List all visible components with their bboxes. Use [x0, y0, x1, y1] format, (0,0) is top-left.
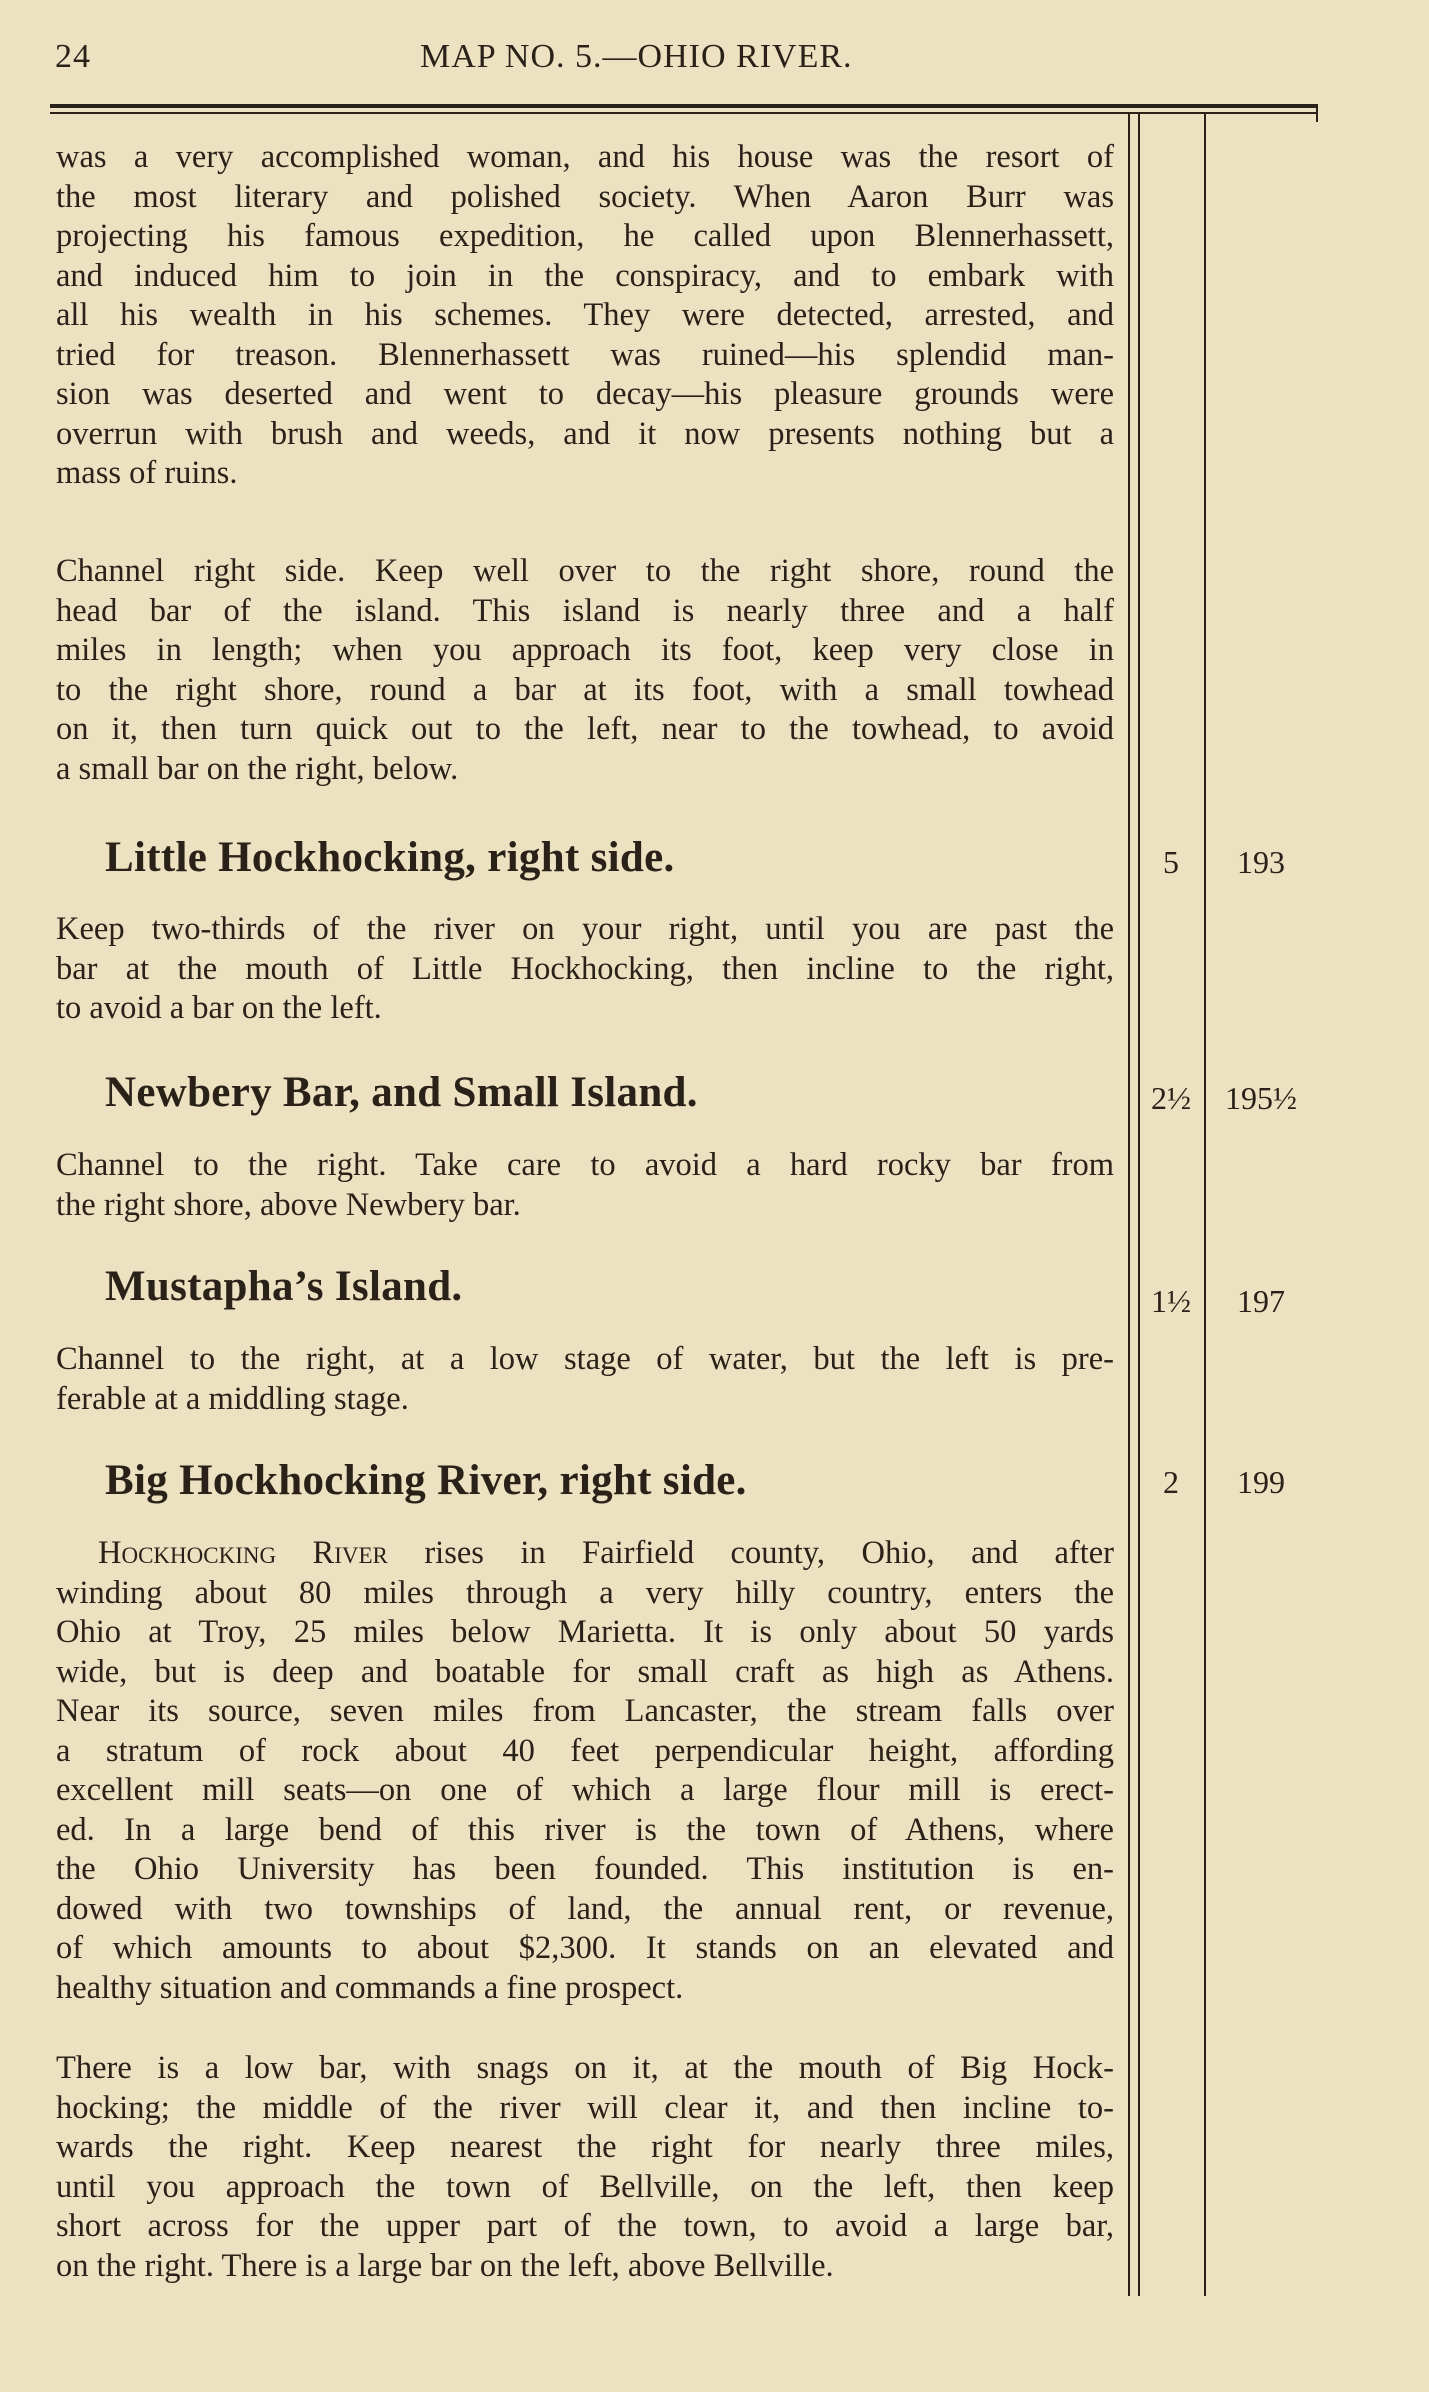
text-line: mass of ruins. — [56, 455, 238, 491]
text-line: There is a low bar, with snags on it, at the mouth of Big Hock- — [56, 2050, 1114, 2086]
text-line: miles in length; when you approach its foot, keep very close in — [56, 632, 1114, 668]
text-line: healthy situation and commands a fine prospect. — [56, 1969, 684, 2006]
column-rule-left-inner — [1138, 114, 1140, 2296]
entry-total: 197 — [1237, 1283, 1285, 1319]
text-line: until you approach the town of Bellville, on the left, then keep — [56, 2168, 1114, 2205]
paragraph-text — [56, 1340, 1114, 1419]
page-number: 24 — [55, 38, 91, 75]
text-line: wards the right. Keep nearest the right for nearly three miles, — [56, 2129, 1114, 2165]
text-line: Hockhocking River rises in Fairfield county, Ohio, and after — [98, 1535, 1114, 1571]
small-caps-lead: Hockhocking River — [98, 1535, 388, 1571]
entry-heading: Little Hockhocking, right side. — [105, 834, 675, 881]
text-line: sion was deserted and went to decay—his pleasure grounds were — [56, 376, 1114, 412]
text-line: winding about 80 miles through a very hilly country, enters the — [56, 1574, 1114, 1611]
paragraph-text — [56, 1534, 1114, 2008]
text-line: and induced him to join in the conspiracy, and to embark with — [56, 257, 1114, 294]
paragraph-text — [56, 138, 1114, 494]
page-header — [55, 38, 1315, 88]
text-line: tried for treason. Blennerhassett was ruined—his splendid man- — [56, 336, 1114, 373]
text-line: to avoid a bar on the left. — [56, 990, 382, 1026]
column-rule-middle — [1204, 114, 1206, 2296]
text-line: was a very accomplished woman, and his house was the resort of — [56, 139, 1114, 175]
paragraph-text — [56, 910, 1114, 1029]
running-title: MAP NO. 5.—OHIO RIVER. — [420, 38, 853, 75]
entry-total: 199 — [1237, 1464, 1285, 1500]
column-rule-left — [1128, 114, 1130, 2296]
entry-distance: 2 — [1163, 1464, 1179, 1500]
text-line: Keep two-thirds of the river on your right, until you are past the — [56, 911, 1114, 947]
paragraph-text — [56, 2049, 1114, 2286]
text-line: on it, then turn quick out to the left, near to the towhead, to avoid — [56, 711, 1114, 747]
text-line: Channel right side. Keep well over to the right shore, round the — [56, 553, 1114, 589]
paragraph-text — [56, 552, 1114, 789]
text-line: Channel to the right. Take care to avoid a hard rocky bar from — [56, 1147, 1114, 1183]
text-line: overrun with brush and weeds, and it now presents nothing but a — [56, 415, 1114, 452]
text-line: all his wealth in his schemes. They were detected, arrested, and — [56, 297, 1114, 333]
text-line: bar at the mouth of Little Hockhocking, then incline to the right, — [56, 950, 1114, 987]
text-line: Near its source, seven miles from Lancaster, the stream falls over — [56, 1693, 1114, 1729]
entry-distance: 2½ — [1151, 1080, 1191, 1116]
paragraph-little-hockhocking — [56, 910, 1114, 1029]
paragraph-channel-island — [56, 552, 1114, 789]
paragraph-text — [56, 1146, 1114, 1225]
paragraph-big-hockhocking — [56, 1534, 1114, 2008]
text-line: to the right shore, round a bar at its foot, with a small towhead — [56, 671, 1114, 708]
text-line: on the right. There is a large bar on the left, above Bellville. — [56, 2247, 834, 2284]
text-line: dowed with two townships of land, the annual rent, or revenue, — [56, 1890, 1114, 1927]
paragraph-blennerhassett — [56, 138, 1114, 494]
text-line: excellent mill seats—on one of which a large flour mill is erect- — [56, 1772, 1114, 1808]
text-line: projecting his famous expedition, he called upon Blennerhassett, — [56, 218, 1114, 254]
text-line: of which amounts to about $2,300. It stands on an elevated and — [56, 1930, 1114, 1966]
header-rule-thick — [50, 104, 1318, 108]
text-line: short across for the upper part of the town, to avoid a large bar, — [56, 2208, 1114, 2244]
column-rule-right-stub — [1316, 106, 1318, 122]
entry-total: 195½ — [1225, 1080, 1297, 1116]
text-line: the right shore, above Newbery bar. — [56, 1186, 521, 1223]
text-line: hocking; the middle of the river will clear it, and then incline to- — [56, 2089, 1114, 2126]
text-line: Channel to the right, at a low stage of water, but the left is pre- — [56, 1341, 1114, 1377]
text-line: Ohio at Troy, 25 miles below Marietta. It is only about 50 yards — [56, 1614, 1114, 1650]
entry-distance: 1½ — [1151, 1283, 1191, 1319]
text-line: a small bar on the right, below. — [56, 750, 459, 787]
entry-heading: Mustapha’s Island. — [105, 1263, 463, 1310]
paragraph-mustapha — [56, 1340, 1114, 1419]
entry-total: 193 — [1237, 844, 1285, 880]
entry-heading: Newbery Bar, and Small Island. — [105, 1069, 698, 1116]
paragraph-big-hockhocking-channel — [56, 2049, 1114, 2286]
paragraph-newbery — [56, 1146, 1114, 1225]
text-line: wide, but is deep and boatable for small craft as high as Athens. — [56, 1653, 1114, 1690]
text-line: the Ohio University has been founded. This institution is en- — [56, 1851, 1114, 1887]
text-line: ed. In a large bend of this river is the town of Athens, where — [56, 1811, 1114, 1848]
text-line: the most literary and polished society. When Aaron Burr was — [56, 178, 1114, 215]
text-line: a stratum of rock about 40 feet perpendicular height, affording — [56, 1732, 1114, 1769]
entry-heading: Big Hockhocking River, right side. — [105, 1457, 747, 1504]
text-line: head bar of the island. This island is nearly three and a half — [56, 592, 1114, 629]
entry-distance: 5 — [1163, 844, 1179, 880]
text-line: ferable at a middling stage. — [56, 1380, 409, 1417]
